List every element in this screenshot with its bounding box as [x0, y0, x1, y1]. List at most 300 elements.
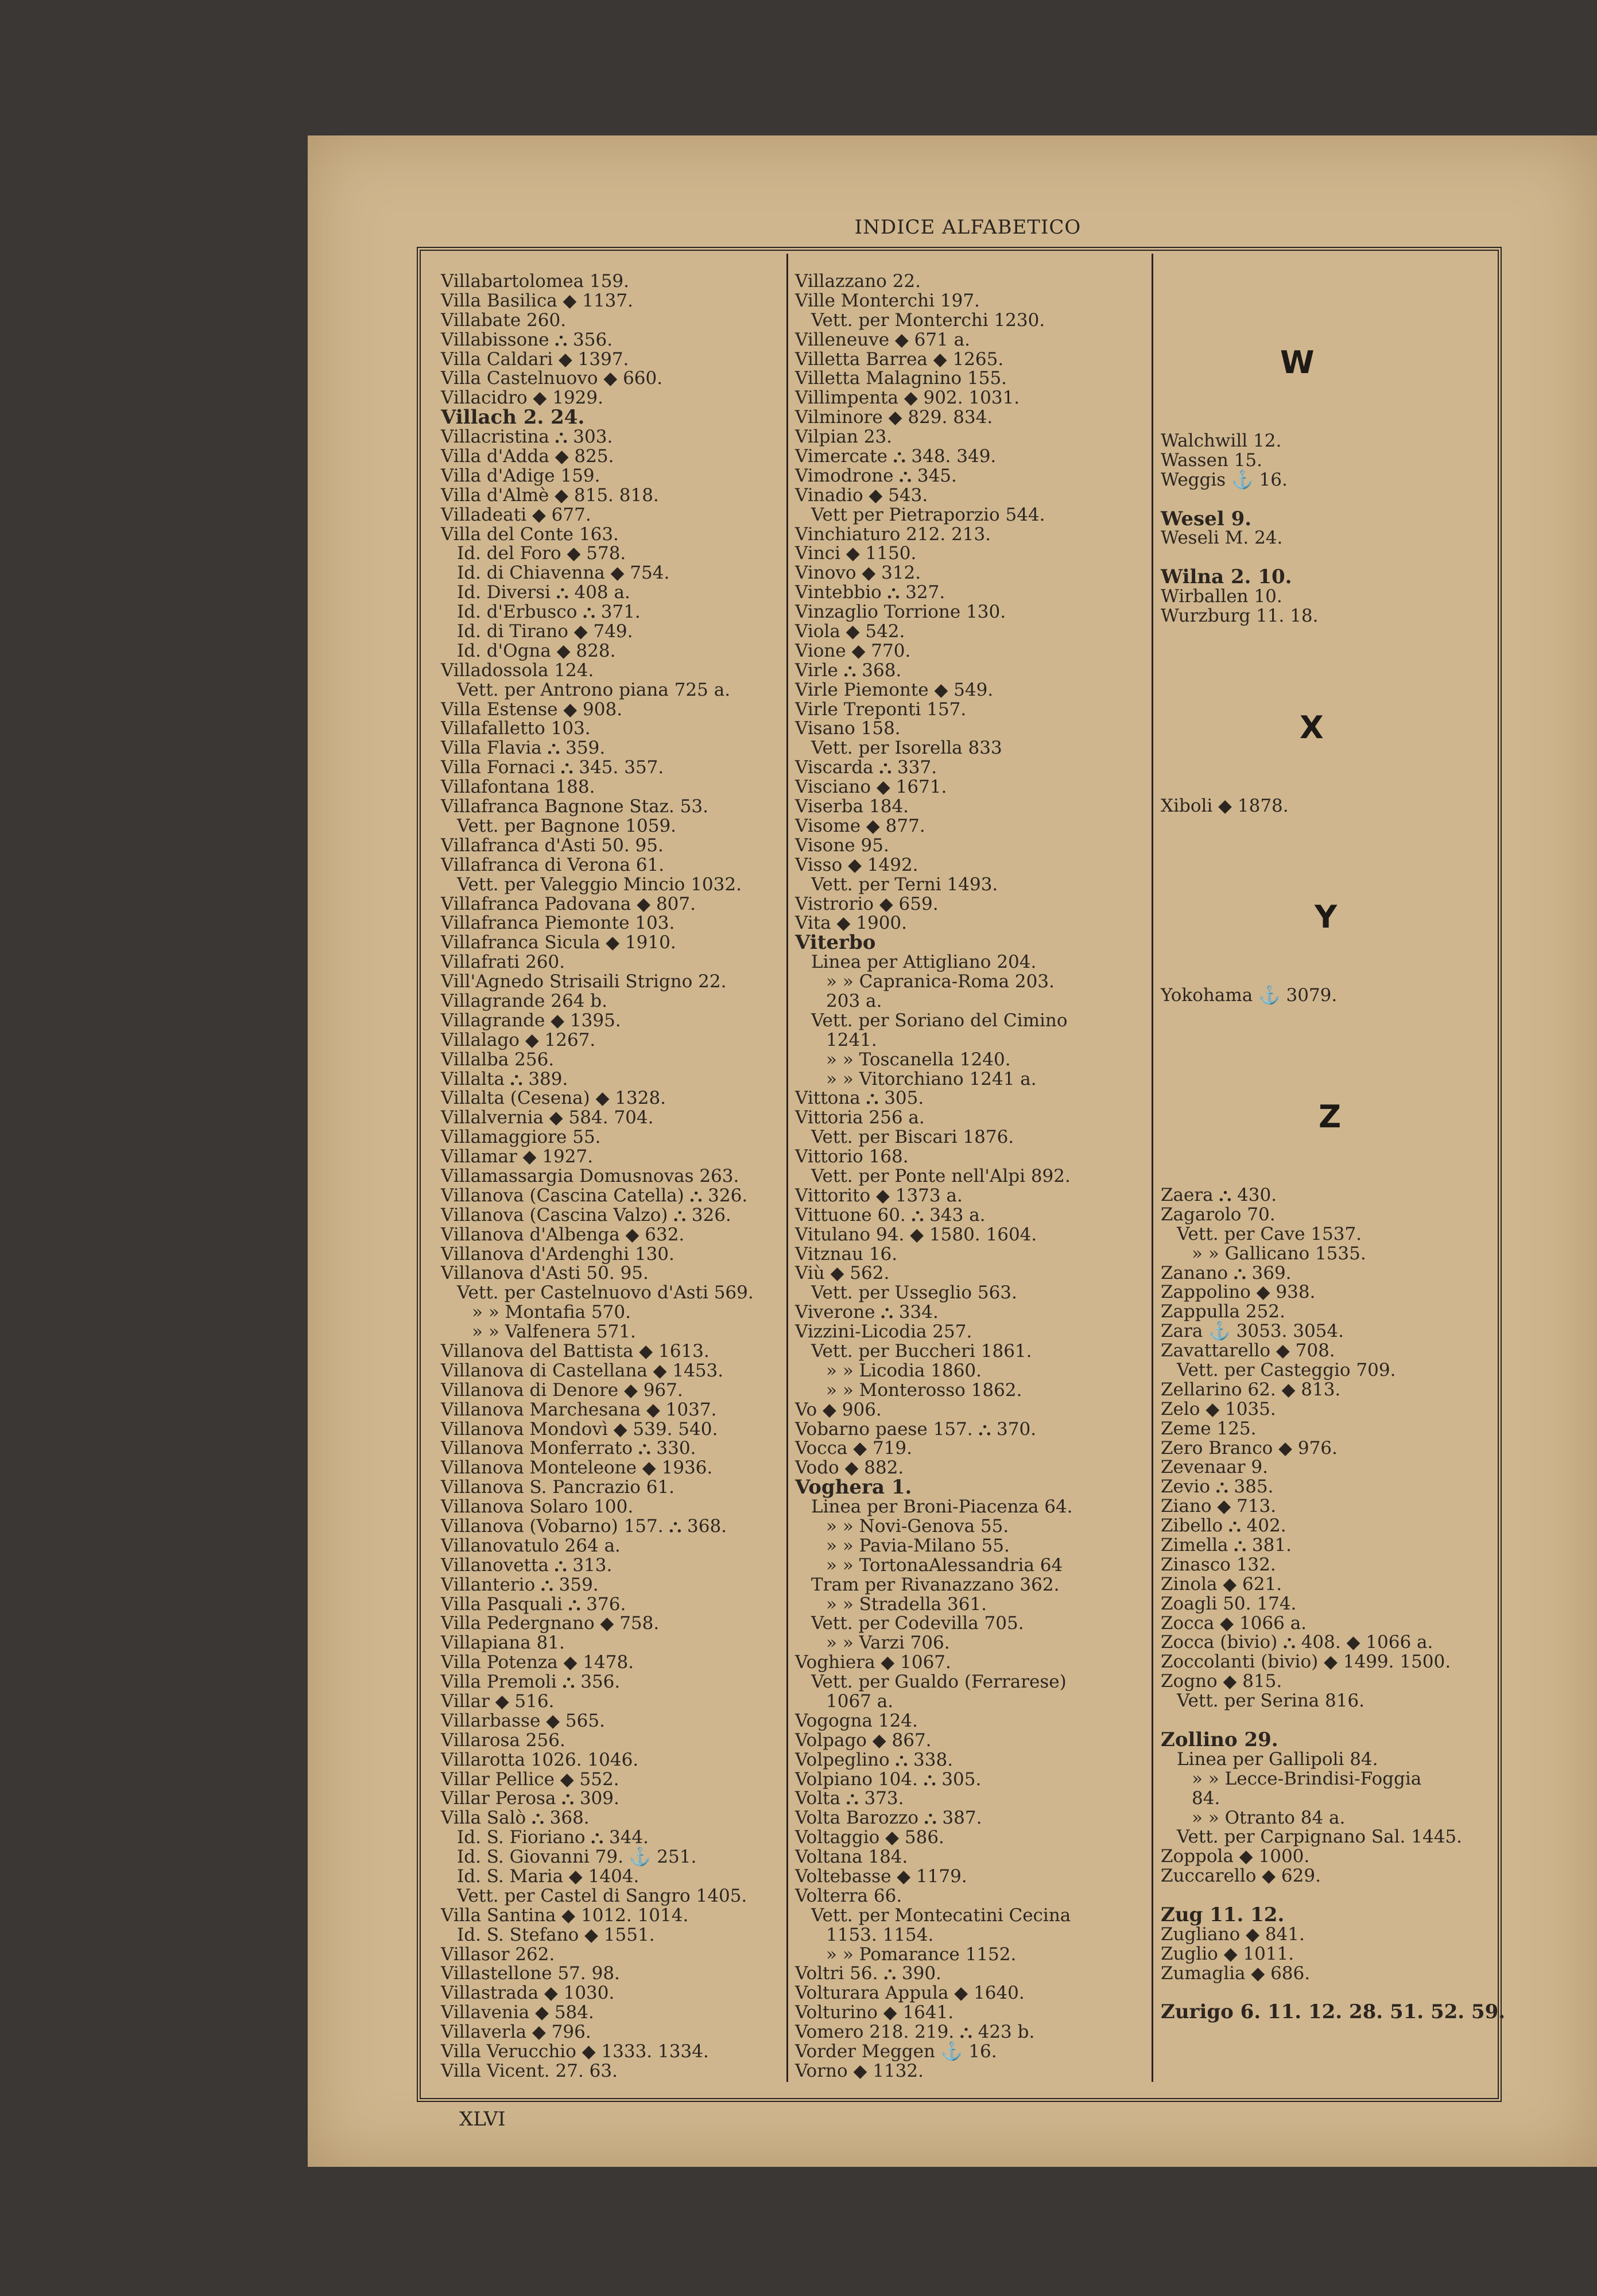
index-entry [441, 428, 797, 447]
index-entry [441, 1206, 797, 1225]
index-entry-text: Vill'Agnedo Strisaili Strigno 22. [441, 971, 727, 992]
index-entry-text: Vett. per Carpignano Sal. 1445. [1177, 1826, 1463, 1848]
index-entry-text: » » Stradella 361. [826, 1593, 987, 1615]
index-entry [795, 933, 1139, 953]
index-entry-text: Id. d'Erbusco ⛬ 371. [457, 602, 641, 623]
index-entry [441, 506, 797, 525]
index-entry-text: Vett. per Valeggio Mincio 1032. [457, 874, 742, 895]
index-entry [795, 1342, 1139, 1362]
spacer [1161, 1886, 1494, 1906]
index-entry-text: 1241. [826, 1029, 877, 1050]
index-entry [795, 1848, 1139, 1867]
index-entry-text: Villagrande ◆ 1395. [441, 1010, 621, 1031]
index-entry-text: Villar ◆ 516. [441, 1691, 555, 1712]
index-entry [795, 1225, 1139, 1245]
index-entry [441, 389, 797, 408]
index-entry [795, 1926, 1139, 1945]
index-entry-text: Zoppola ◆ 1000. [1161, 1846, 1310, 1867]
index-entry-text: Zelo ◆ 1035. [1161, 1398, 1276, 1420]
index-entry-text: Vett. per Castel di Sangro 1405. [457, 1885, 747, 1906]
index-entry-text: Volta Barozzo ⛬ 387. [795, 1808, 982, 1829]
index-entry-text: Villadossola 124. [441, 660, 594, 681]
index-entry-text: Villafranca Padovana ◆ 807. [441, 893, 696, 914]
index-entry [1161, 1692, 1494, 1711]
index-entry-text: Wurzburg 11. 18. [1161, 606, 1319, 627]
index-entry-text: Voltana 184. [795, 1847, 908, 1868]
index-entry [441, 1050, 797, 1070]
index-entry [441, 1789, 797, 1809]
index-entry [1161, 1595, 1494, 1614]
index-entry [795, 739, 1139, 758]
index-entry [441, 1264, 797, 1283]
index-entry-text: Volpiano 104. ⛬ 305. [795, 1768, 982, 1790]
index-entry-text: Villavenia ◆ 584. [441, 2002, 594, 2023]
index-entry [795, 2042, 1139, 2062]
index-entry-text: 203 a. [826, 990, 882, 1011]
index-entry-text: Id. S. Giovanni 79. ⚓ 251. [457, 1847, 697, 1868]
index-entry [795, 836, 1139, 856]
index-entry [1161, 2000, 1506, 2024]
index-entry-text: Villar Pellice ◆ 552. [441, 1768, 619, 1790]
index-entry [441, 525, 797, 545]
index-entry-text: Volturino ◆ 1641. [795, 2002, 954, 2023]
index-entry [1161, 1536, 1494, 1556]
index-entry-text: Id. S. Maria ◆ 1404. [457, 1866, 639, 1887]
index-entry-text: Villafranca Piemonte 103. [441, 913, 675, 934]
index-entry-text: Vorno ◆ 1132. [795, 2060, 924, 2081]
index-entry-text: Walchwill 12. [1161, 430, 1282, 451]
index-entry-text: Villabissone ⛬ 356. [441, 329, 613, 350]
index-entry-text: Vimodrone ⛬ 345. [795, 465, 957, 486]
index-entry-text: Zeme 125. [1161, 1418, 1257, 1439]
index-entry-text: Villa Flavia ⛬ 359. [441, 738, 606, 759]
index-entry [795, 1595, 1139, 1615]
index-entry-text: » » Capranica-Roma 203. [826, 971, 1055, 992]
index-entry-text: » » Pavia-Milano 55. [826, 1535, 1010, 1556]
index-entry-text: Villach 2. 24. [441, 406, 585, 429]
index-entry [441, 583, 797, 603]
index-entry-text: Vett. per Casteggio 709. [1177, 1360, 1396, 1381]
index-entry-text: Yokohama ⚓ 3079. [1161, 985, 1338, 1006]
index-entry [1161, 1497, 1494, 1517]
index-entry [441, 1498, 797, 1517]
index-entry-text: Vittorio 168. [795, 1146, 909, 1168]
index-entry-text: » » Valfenera 571. [472, 1321, 636, 1343]
index-entry [441, 1070, 797, 1089]
index-entry-text: Zimella ⛬ 381. [1161, 1535, 1292, 1556]
index-entry [795, 1050, 1139, 1070]
index-entry-text: Vett. per Soriano del Cimino [811, 1010, 1068, 1031]
index-entry [441, 2003, 797, 2023]
index-entry [441, 642, 797, 661]
index-entry [795, 719, 1139, 739]
index-entry [1161, 1361, 1494, 1380]
index-entry-text: Volterra 66. [795, 1885, 902, 1906]
index-entry [441, 661, 797, 681]
index-entry [441, 447, 797, 467]
index-entry [795, 506, 1139, 525]
index-entry-text: Villa d'Almè ◆ 815. 818. [441, 484, 659, 506]
index-entry-text: Voltebasse ◆ 1179. [795, 1866, 967, 1887]
index-entry-text: Villetta Malagnino 155. [795, 368, 1007, 389]
index-entry [1161, 1672, 1494, 1692]
index-entry-text: Villa Potenza ◆ 1478. [441, 1652, 634, 1673]
index-entry [795, 331, 1139, 350]
index-section-z [1161, 1185, 1506, 2024]
index-entry [795, 1828, 1139, 1848]
index-entry-text: Villanova (Vobarno) 157. ⛬ 368. [441, 1516, 727, 1537]
index-entry-text: Xiboli ◆ 1878. [1161, 796, 1289, 816]
index-entry [795, 1401, 1139, 1420]
index-entry [441, 1283, 797, 1303]
index-entry [795, 369, 1139, 389]
index-entry [441, 856, 797, 875]
index-entry [441, 2042, 797, 2062]
index-entry-text: Vomero 218. 219. ⛬ 423 b. [795, 2022, 1035, 2043]
index-entry [795, 389, 1139, 408]
index-entry [1161, 451, 1482, 471]
index-entry [795, 2023, 1139, 2042]
index-entry-text: Villanova Marchesana ◆ 1037. [441, 1399, 717, 1420]
spacer [1161, 1984, 1494, 2003]
index-entry-text: Viola ◆ 542. [795, 621, 905, 642]
index-entry [441, 1926, 797, 1945]
index-entry-text: Weggis ⚓ 16. [1161, 469, 1288, 490]
index-entry [795, 875, 1139, 895]
index-entry [441, 2023, 797, 2042]
index-entry [1161, 1400, 1494, 1420]
index-entry-text: Voghera 1. [795, 1476, 912, 1499]
index-entry-text: Villanova S. Pancrazio 61. [441, 1477, 675, 1498]
index-entry-text: Virle ⛬ 368. [795, 660, 902, 681]
index-entry-text: Villagrande 264 b. [441, 990, 607, 1011]
index-entry [1161, 1264, 1494, 1283]
index-entry-text: Villafranca Sicula ◆ 1910. [441, 932, 676, 953]
index-entry [1161, 529, 1482, 548]
index-entry-text: Vitulano 94. ◆ 1580. 1604. [795, 1224, 1037, 1245]
index-entry [441, 1517, 797, 1537]
index-entry-text: Villa Santina ◆ 1012. 1014. [441, 1905, 689, 1926]
index-entry-text: Viscarda ⛬ 337. [795, 757, 937, 778]
index-entry-text: Villanterio ⛬ 359. [441, 1574, 599, 1595]
index-entry [795, 1439, 1139, 1459]
index-entry-text: Linea per Gallipoli 84. [1177, 1748, 1378, 1770]
index-entry [1161, 1302, 1494, 1322]
index-entry [795, 1673, 1139, 1692]
index-entry [441, 544, 797, 564]
index-entry [795, 1556, 1139, 1576]
index-entry [441, 895, 797, 914]
index-entry [441, 1906, 797, 1926]
index-entry [441, 622, 797, 642]
index-entry-text: Zinasco 132. [1161, 1554, 1276, 1575]
index-entry [1161, 797, 1482, 816]
index-entry [795, 622, 1139, 642]
index-entry [795, 1283, 1139, 1303]
index-entry-text: » » Novi-Genova 55. [826, 1516, 1009, 1537]
index-entry [441, 914, 797, 933]
index-entry-text: Villanovetta ⛬ 313. [441, 1554, 613, 1576]
index-entry [1161, 1614, 1494, 1634]
index-entry [795, 2062, 1139, 2081]
index-entry-text: Voltaggio ◆ 586. [795, 1827, 944, 1848]
index-entry [795, 1653, 1139, 1673]
index-entry-text: Id. Diversi ⛬ 408 a. [457, 582, 630, 603]
index-entry [795, 1459, 1139, 1478]
index-entry [441, 369, 797, 389]
index-entry [795, 564, 1139, 583]
index-entry-text: Tram per Rivanazzano 362. [811, 1574, 1060, 1595]
index-entry [795, 992, 1139, 1011]
index-entry [795, 1498, 1139, 1517]
index-entry [795, 1634, 1139, 1653]
index-entry-text: Vogogna 124. [795, 1710, 918, 1731]
index-entry [441, 1128, 797, 1147]
index-entry-text: Villa Caldari ◆ 1397. [441, 348, 629, 370]
index-entry [1161, 1925, 1494, 1945]
index-entry-text: Visone 95. [795, 835, 889, 856]
index-entry [795, 1984, 1139, 2003]
index-entry-text: Linea per Broni-Piacenza 64. [811, 1496, 1073, 1518]
index-entry [795, 1147, 1139, 1167]
index-entry-text: Volpago ◆ 867. [795, 1729, 932, 1751]
index-entry-text: Vimercate ⛬ 348. 349. [795, 446, 997, 467]
index-entry [441, 603, 797, 622]
index-entry [441, 467, 797, 486]
index-entry-text: Villafalletto 103. [441, 718, 591, 739]
index-entry [441, 564, 797, 583]
index-entry-text: Villeneuve ◆ 671 a. [795, 329, 970, 350]
index-entry [441, 1692, 797, 1712]
index-entry [795, 1322, 1139, 1342]
index-entry-text: Villarosa 256. [441, 1729, 565, 1751]
index-entry-text: Weseli M. 24. [1161, 528, 1283, 549]
index-entry [795, 1420, 1139, 1440]
index-entry [795, 350, 1139, 370]
index-entry [795, 1303, 1139, 1322]
index-entry-text: Villalta ⛬ 389. [441, 1068, 568, 1089]
index-entry-text: Volturara Appula ◆ 1640. [795, 1983, 1025, 2004]
index-entry [1161, 1770, 1494, 1789]
index-entry-text: Zavattarello ◆ 708. [1161, 1340, 1335, 1362]
index-entry [795, 1867, 1139, 1887]
index-entry [1161, 1477, 1494, 1497]
index-entry [441, 292, 797, 311]
index-entry [441, 1420, 797, 1440]
index-entry [795, 1731, 1139, 1751]
index-entry [441, 1245, 797, 1265]
index-entry [1161, 1633, 1494, 1653]
index-entry-text: Zero Branco ◆ 976. [1161, 1437, 1338, 1459]
index-entry-text: Vett. per Gualdo (Ferrarese) [811, 1671, 1067, 1693]
index-entry [441, 1809, 797, 1828]
page-header: INDICE ALFABETICO [854, 216, 1082, 239]
index-entry-text: Villa Pedergnano ◆ 758. [441, 1613, 660, 1634]
index-entry-text: » » Monterosso 1862. [826, 1379, 1022, 1401]
index-entry-text: Zagarolo 70. [1161, 1204, 1276, 1225]
index-column-1 [441, 272, 797, 2081]
index-entry-text: Zappulla 252. [1161, 1301, 1285, 1322]
index-entry-text: Villafontana 188. [441, 777, 595, 798]
index-entry [795, 681, 1139, 700]
index-entry-text: » » Varzi 706. [826, 1632, 950, 1654]
index-entry-text: Vett. per Usseglio 563. [811, 1282, 1017, 1304]
index-entry-text: Villalba 256. [441, 1049, 555, 1070]
index-entry [795, 1031, 1139, 1050]
index-entry-text: Vorder Meggen ⚓ 16. [795, 2041, 997, 2062]
index-entry-text: Vett. per Serina 816. [1177, 1690, 1365, 1712]
index-entry [795, 1576, 1139, 1595]
index-entry [795, 525, 1139, 545]
index-entry-text: Zocca (bivio) ⛬ 408. ◆ 1066 a. [1161, 1632, 1433, 1653]
index-entry [795, 1070, 1139, 1089]
index-entry-text: Vitznau 16. [795, 1243, 898, 1265]
index-entry-text: Vett. per Monterchi 1230. [811, 309, 1045, 331]
index-entry [441, 1848, 797, 1867]
section-letter-y: Y [1315, 899, 1338, 935]
index-entry [1161, 1964, 1494, 1984]
index-entry [1161, 1439, 1494, 1459]
index-entry [795, 1167, 1139, 1186]
index-entry [441, 933, 797, 953]
index-entry-text: Vett. per Buccheri 1861. [811, 1340, 1032, 1362]
index-entry [795, 1692, 1139, 1712]
index-entry-text: Vintebbio ⛬ 327. [795, 582, 945, 603]
index-entry-text: Villa Fornaci ⛬ 345. 357. [441, 757, 664, 778]
index-section-y [1161, 986, 1482, 1006]
index-entry [1161, 986, 1482, 1006]
index-entry-text: » » Lecce-Brindisi-Foggia [1192, 1768, 1422, 1789]
index-entry-text: Villanova d'Asti 50. 95. [441, 1263, 649, 1284]
index-entry-text: Villarbasse ◆ 565. [441, 1710, 605, 1731]
index-entry [795, 1011, 1139, 1031]
index-entry [1161, 1225, 1494, 1244]
index-entry [795, 778, 1139, 797]
index-entry [441, 1478, 797, 1498]
index-entry [1161, 565, 1482, 589]
index-entry [795, 1478, 1139, 1498]
index-entry [441, 1342, 797, 1362]
index-entry-text: Zinola ◆ 621. [1161, 1573, 1282, 1595]
index-entry [795, 583, 1139, 603]
index-entry [795, 428, 1139, 447]
index-entry-text: Zevenaar 9. [1161, 1457, 1268, 1478]
index-entry-text: 1067 a. [826, 1691, 894, 1712]
index-entry-text: Zuccarello ◆ 629. [1161, 1865, 1321, 1887]
index-entry-text: Villanova di Castellana ◆ 1453. [441, 1360, 724, 1381]
index-entry-text: Volta ⛬ 373. [795, 1788, 904, 1809]
index-entry [795, 661, 1139, 681]
index-entry [441, 2062, 797, 2081]
index-entry-text: Vittorito ◆ 1373 a. [795, 1185, 963, 1206]
index-section-x [1161, 797, 1482, 816]
index-entry-text: Villaverla ◆ 796. [441, 2022, 591, 2043]
index-entry [441, 1945, 797, 1965]
index-entry-text: Villetta Barrea ◆ 1265. [795, 348, 1004, 370]
index-entry [1161, 1556, 1494, 1575]
index-entry [795, 1089, 1139, 1108]
index-entry-text: Vodo ◆ 882. [795, 1457, 904, 1479]
index-entry-text: Zuglio ◆ 1011. [1161, 1943, 1294, 1964]
index-entry-text: » » Vitorchiano 1241 a. [826, 1068, 1037, 1089]
index-entry [441, 1439, 797, 1459]
index-entry-text: Villalvernia ◆ 584. 704. [441, 1107, 654, 1128]
index-entry-text: Villanova Solaro 100. [441, 1496, 634, 1518]
index-entry [441, 992, 797, 1011]
index-entry [441, 1556, 797, 1576]
index-entry-text: Villalago ◆ 1267. [441, 1029, 596, 1050]
index-entry [795, 1245, 1139, 1265]
index-entry [795, 1770, 1139, 1790]
index-entry [795, 1206, 1139, 1225]
index-entry [795, 895, 1139, 914]
index-entry [441, 408, 797, 428]
index-entry [441, 1186, 797, 1206]
index-entry [795, 408, 1139, 428]
index-entry [441, 1731, 797, 1751]
column-rule [1152, 254, 1153, 2082]
section-letter-z: Z [1319, 1099, 1342, 1135]
page-number: XLVI [459, 2108, 506, 2131]
index-entry-text: Zappolino ◆ 938. [1161, 1282, 1316, 1303]
index-entry [1161, 1867, 1494, 1886]
index-entry-text: Vinadio ◆ 543. [795, 484, 928, 506]
index-entry-text: Zoccolanti (bivio) ◆ 1499. 1500. [1161, 1651, 1451, 1673]
index-entry [1161, 1322, 1494, 1341]
index-entry-text: Villa Basilica ◆ 1137. [441, 290, 633, 311]
index-entry-text: Vittuone 60. ⛬ 343 a. [795, 1204, 986, 1225]
index-entry-text: » » Gallicano 1535. [1192, 1243, 1366, 1264]
index-entry [441, 1381, 797, 1401]
index-entry-text: » » Toscanella 1240. [826, 1049, 1011, 1070]
index-entry-text: Zurigo 6. 11. 12. 28. 51. 52. 59. [1161, 2000, 1506, 2024]
index-entry-text: Villanova d'Ardenghi 130. [441, 1243, 675, 1265]
index-entry-text: Ziano ◆ 713. [1161, 1496, 1277, 1517]
index-entry-text: » » TortonaAlessandria 64 [826, 1554, 1063, 1576]
index-entry-text: Zollino 29. [1161, 1728, 1278, 1751]
index-entry-text: Id. del Foro ◆ 578. [457, 543, 626, 564]
index-entry-text: Villa Verucchio ◆ 1333. 1334. [441, 2041, 709, 2062]
index-entry [441, 739, 797, 758]
index-entry-text: Id. di Tirano ◆ 749. [457, 621, 633, 642]
index-entry-text: Vett. per Bagnone 1059. [457, 815, 677, 836]
index-entry-text: Linea per Attigliano 204. [811, 952, 1037, 973]
index-entry-text: Zugliano ◆ 841. [1161, 1923, 1305, 1945]
index-entry [795, 1906, 1139, 1926]
index-entry-text: Zaera ⛬ 430. [1161, 1185, 1277, 1205]
index-entry-text: Vett. per Montecatini Cecina [811, 1905, 1071, 1926]
index-entry-text: Virle Treponti 157. [795, 699, 967, 720]
index-entry-text: Vobarno paese 157. ⛬ 370. [795, 1418, 1037, 1440]
index-entry [795, 1964, 1139, 1984]
index-entry-text: Vilminore ◆ 829. 834. [795, 407, 993, 428]
index-entry-text: Villafranca d'Asti 50. 95. [441, 835, 664, 856]
index-entry-text: Villafranca Bagnone Staz. 53. [441, 796, 708, 817]
index-entry [441, 1108, 797, 1128]
index-entry [1161, 1420, 1494, 1439]
index-column-2 [795, 272, 1139, 2081]
index-entry-text: Zevio ⛬ 385. [1161, 1476, 1274, 1498]
section-letter-x: X [1300, 709, 1324, 746]
spacer [1161, 1711, 1494, 1731]
index-entry-text: Villa Estense ◆ 908. [441, 699, 623, 720]
index-entry [1161, 1205, 1494, 1225]
index-entry [441, 1401, 797, 1420]
index-entry [795, 447, 1139, 467]
index-entry [441, 1634, 797, 1653]
index-entry-text: Vett. per Cave 1537. [1177, 1223, 1362, 1244]
index-entry-text: Vett. per Ponte nell'Alpi 892. [811, 1165, 1071, 1186]
